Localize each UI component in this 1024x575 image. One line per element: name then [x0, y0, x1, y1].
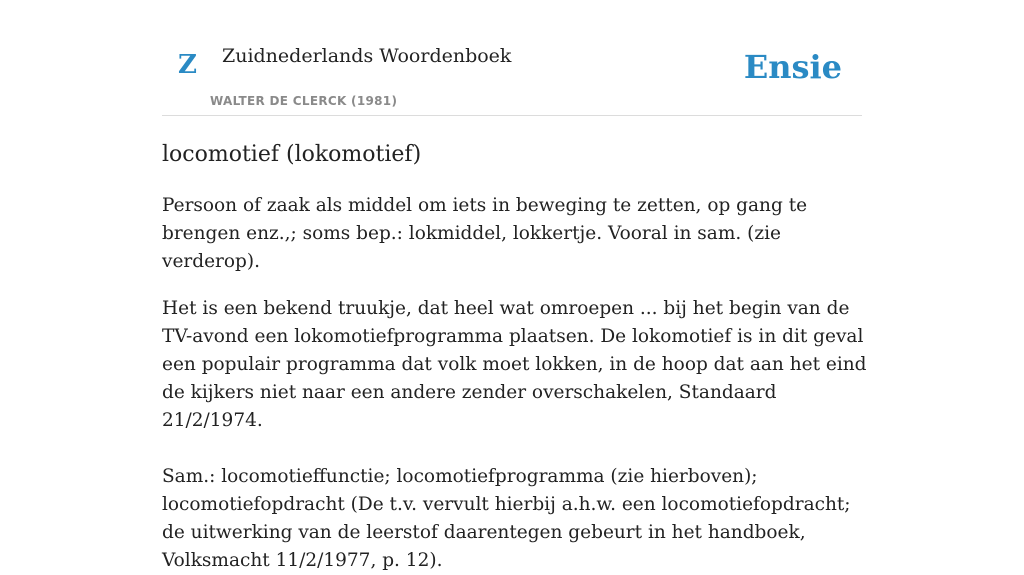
entry-definition: Persoon of zaak als middel om iets in beweging te zetten, op gang te brengen enz.,; soms bep.: lokmiddel, lokkertje. Vooral in sam. (zie verderop). [162, 195, 808, 272]
ensie-brand-link[interactable]: Ensie [743, 48, 842, 86]
source-header [162, 0, 862, 116]
entry-example: Het is een bekend truukje, dat heel wat omroepen ... bij het begin van de TV-avond een lokomotiefprogramma plaatsen. De lokomotief is in dit geval een populair programma dat volk moet lokken, in de hoop dat aan het eind de kijkers niet naar een andere zender overschakelen, Standaard 21/2/1974. [162, 298, 867, 431]
source-logo-link[interactable]: Z [178, 50, 197, 80]
entry-headword: locomotief (lokomotief) [162, 142, 422, 167]
entry-content [162, 138, 867, 575]
source-author: WALTER DE CLERCK (1981) [210, 94, 398, 108]
entry-compounds: Sam.: locomotieffunctie; locomotiefprogramma (zie hierboven); locomotiefopdracht (De t.v. vervult hierbij a.h.w. een locomotiefopdracht; de uitwerking van de leerstof daarentegen gebeurt in het handboek, Volksmacht 11/2/1977, p. 12). [162, 466, 851, 571]
source-title-link[interactable]: Zuidnederlands Woordenboek [222, 45, 512, 67]
